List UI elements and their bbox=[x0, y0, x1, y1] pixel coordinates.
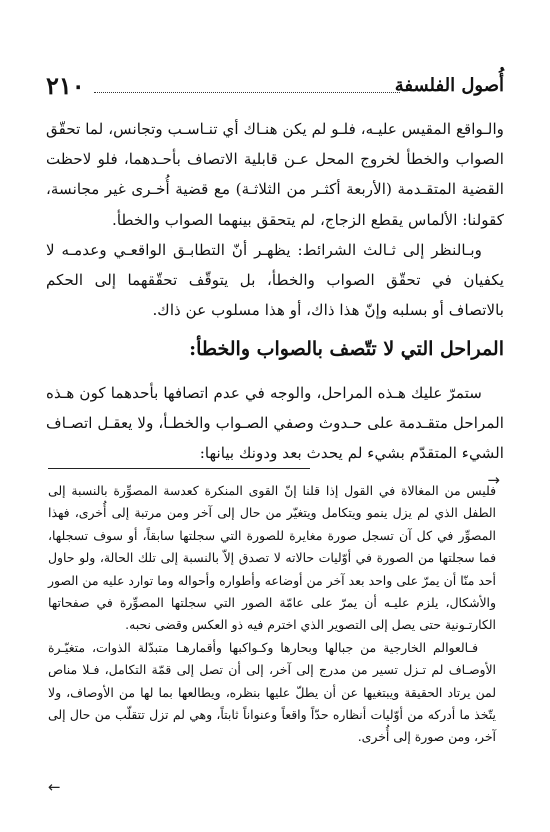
body-paragraph: وبـالنظر إلى ثـالث الشرائط: يظهـر أنّ التطابـق الواقعـي وعدمـه لا يكفيان في تحقّق الصواب والخطأ، بل يتوقّف تحقّقهما إلى الحكم بالاتصاف أو بسلبه وإنّ هذا ذاك، أو هذا مسلوب عن ذاك. bbox=[46, 240, 504, 320]
running-title: أُصول الفلسفة bbox=[394, 75, 504, 96]
footnote-paragraph: فليس من المغالاة في القول إذا قلنا إنّ القوى المنكرة كعدسة المصوِّرة بالنسبة إلى الطفل الذي لم يزل ينمو ويتكامل ويتغيّر من حال إلى آخر ومن مرتبة إلى أُخرى، فهذا المصوِّر في كل آن تسجل صورة مغايرة للصورة التي سجلتها سابقاً، أو سوف تسجلها، فما سجلتها من الصورة في أوّليات حالاته لا تصدق إلاّ بالنسبة إلى تلك الحالة، ولو حاول أحد منّا أن يمرّ على واحد بعد آخر من أوضاعه وأطواره وأحواله وما توارد عليه من الصور والأشكال، يلزم عليـه أن يمرّ على عامّة الصور التي سجلتها المصوِّرة في صفحاتها الكارتـونية حتى يصل إلى التصوير الذي اخترم فيه ذو العكس وقضى نحبه. bbox=[48, 483, 496, 633]
page-header bbox=[46, 72, 504, 100]
section-intro bbox=[46, 378, 504, 469]
main-text bbox=[46, 114, 504, 325]
body-paragraph: والـواقع المقيس عليـه، فلـو لم يكن هنـاك أي تنـاسـب وتجانس، لما تحقّق الصواب والخطأ لخروج المحل عـن قابلية الاتصاف بأحـدهما، فلو لاحظت القضية المتقـدمة (الأربعة أكثـر من الثلاثـة) مع قضية أُخـرى غير مجانسة، كقولنا: الألماس يقطع الزجاج، لم يتحقق بينهما الصواب والخطأ. bbox=[46, 120, 504, 229]
page-number: ٢١٠ bbox=[46, 71, 85, 100]
footnote-separator bbox=[48, 468, 310, 469]
continuation-arrow-icon: ← bbox=[48, 778, 61, 796]
header-dotted-leader bbox=[94, 92, 400, 93]
body-paragraph: ستمرّ عليك هـذه المراحل، والوجه في عدم اتصافها بأحدهما كون هـذه المراحل متقـدمة على حـدوث وصفي الصـواب والخطـأ، ولا يعقـل اتصـاف الشيء المتقدّم بشيء لم يحدث بعد ودونك بيانها: bbox=[46, 384, 504, 463]
section-heading: المراحل التي لا تتّصف بالصواب والخطأ: bbox=[189, 338, 504, 360]
footnote-paragraph: فـالعوالم الخارجية من جبالها وبحارها وكـواكبها وأقمارهـا متبدّلة الذوات، متغيّـرة الأوصـاف لم تـزل تسير من مدرج إلى آخر، إلى أن تصل إلى قمّة التكامل، فـلا مناص لمن يرتاد الحقيقة ويبتغيها عن أن يطلّ عليها بنظره، ويطالعها بما لها من الأوصاف، ولا يتّخذ ما أدركه من أوّليات أنظاره حدّاً واقعاً وعنواناً ثابتاً، وهي لم تزل تتقلّب من حال إلى آخر، ومن صورة إلى أُخرى. bbox=[48, 639, 496, 745]
footnotes bbox=[48, 480, 496, 749]
continuation-arrow-icon: → bbox=[487, 471, 500, 489]
